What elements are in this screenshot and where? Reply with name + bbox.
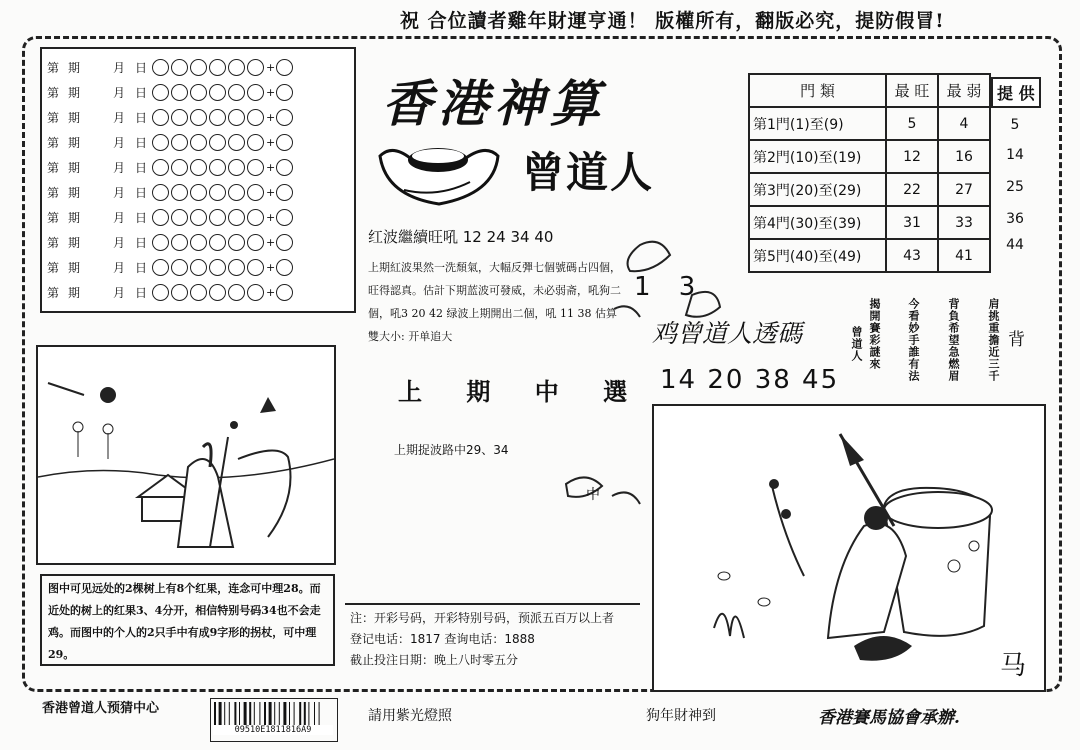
illustration-caption: 图中可见远处的2棵树上有8个红果，连念可中理28。而近处的树上的红果3、4分开，相信特别号码34也不会走鸡。而图中的个人的2只手中有成9字形的拐杖，可中理29。 bbox=[40, 574, 335, 666]
left-illustration bbox=[36, 345, 336, 565]
record-label: 第 bbox=[46, 85, 59, 100]
barcode-bar bbox=[254, 702, 255, 726]
table-row bbox=[749, 107, 990, 140]
record-row bbox=[42, 180, 352, 204]
number-circle[interactable] bbox=[247, 284, 264, 301]
right-illustration bbox=[652, 404, 1046, 692]
record-label: 第 bbox=[46, 110, 59, 125]
provide-value: 44 bbox=[1006, 237, 1024, 253]
record-label: 日 bbox=[134, 85, 147, 100]
title-block bbox=[372, 62, 717, 212]
last-hit-title: 上 期 中 選 bbox=[398, 377, 646, 406]
number-circle[interactable] bbox=[152, 234, 169, 251]
record-label: 日 bbox=[134, 135, 147, 150]
number-circle[interactable] bbox=[190, 109, 207, 126]
number-circle[interactable] bbox=[190, 159, 207, 176]
record-label: 期 bbox=[68, 235, 81, 250]
number-circle[interactable] bbox=[247, 84, 264, 101]
record-row bbox=[42, 80, 352, 104]
barcode-bar bbox=[239, 702, 240, 726]
special-number-circle[interactable] bbox=[276, 84, 293, 101]
number-circle[interactable] bbox=[209, 159, 226, 176]
record-label: 日 bbox=[134, 160, 147, 175]
record-label: 日 bbox=[134, 260, 147, 275]
barcode-bar bbox=[234, 702, 236, 726]
notes-block bbox=[350, 608, 614, 671]
record-row bbox=[42, 255, 352, 279]
special-number-circle[interactable] bbox=[276, 234, 293, 251]
record-label: 日 bbox=[134, 60, 147, 75]
record-label: 月 bbox=[112, 110, 125, 125]
number-circle[interactable] bbox=[152, 209, 169, 226]
number-circle[interactable] bbox=[190, 84, 207, 101]
door-table bbox=[748, 73, 991, 273]
table-header-min: 最 弱 bbox=[938, 74, 990, 107]
number-circle[interactable] bbox=[152, 84, 169, 101]
special-number-circle[interactable] bbox=[276, 159, 293, 176]
number-circle[interactable] bbox=[152, 259, 169, 276]
number-circle[interactable] bbox=[247, 259, 264, 276]
table-row bbox=[749, 206, 990, 239]
number-circle[interactable] bbox=[171, 209, 188, 226]
notes-rule bbox=[345, 603, 640, 605]
plus-sign: + bbox=[266, 85, 276, 99]
number-circle[interactable] bbox=[171, 259, 188, 276]
table-cell-max: 5 bbox=[886, 107, 938, 140]
table-cell-min: 41 bbox=[938, 239, 990, 272]
number-circle[interactable] bbox=[171, 59, 188, 76]
record-grid bbox=[40, 47, 356, 313]
boy-jar-illustration bbox=[654, 406, 1044, 690]
special-number-circle[interactable] bbox=[276, 59, 293, 76]
footer-association: 香港賽馬協會承辦. bbox=[818, 708, 960, 728]
number-circle[interactable] bbox=[247, 159, 264, 176]
number-circle[interactable] bbox=[190, 259, 207, 276]
record-label: 日 bbox=[134, 110, 147, 125]
prediction-headline: 红波繼續旺吼 12 24 34 40 bbox=[368, 228, 554, 246]
table-cell-min: 27 bbox=[938, 173, 990, 206]
number-circle[interactable] bbox=[209, 234, 226, 251]
plus-sign: + bbox=[266, 110, 276, 124]
table-cell-max: 12 bbox=[886, 140, 938, 173]
table-row bbox=[749, 239, 990, 272]
number-circle[interactable] bbox=[190, 59, 207, 76]
provide-value: 36 bbox=[1006, 211, 1024, 227]
record-label: 日 bbox=[134, 235, 147, 250]
number-circle[interactable] bbox=[209, 184, 226, 201]
plus-sign: + bbox=[266, 160, 276, 174]
record-label: 期 bbox=[68, 60, 81, 75]
record-label: 第 bbox=[46, 210, 59, 225]
bei-label: 背 bbox=[1008, 330, 1025, 350]
number-circle[interactable] bbox=[171, 134, 188, 151]
number-circle[interactable] bbox=[209, 134, 226, 151]
table-cell-label: 第3門(20)至(29) bbox=[749, 173, 886, 206]
number-circle[interactable] bbox=[152, 284, 169, 301]
record-label: 月 bbox=[112, 60, 125, 75]
number-circle[interactable] bbox=[152, 184, 169, 201]
barcode-bar bbox=[283, 702, 286, 726]
footer-year: 狗年財神到 bbox=[646, 708, 716, 724]
record-label: 期 bbox=[68, 260, 81, 275]
record-row bbox=[42, 105, 352, 129]
number-circle[interactable] bbox=[228, 259, 245, 276]
number-circle[interactable] bbox=[190, 234, 207, 251]
special-number-circle[interactable] bbox=[276, 109, 293, 126]
barcode-bar bbox=[259, 702, 260, 726]
number-circle[interactable] bbox=[171, 159, 188, 176]
number-circle[interactable] bbox=[171, 184, 188, 201]
table-cell-min: 16 bbox=[938, 140, 990, 173]
provide-value: 5 bbox=[1010, 117, 1020, 133]
record-label: 期 bbox=[68, 210, 81, 225]
barcode-bar bbox=[274, 702, 275, 726]
footer-uv-note: 請用紫光燈照 bbox=[368, 708, 452, 724]
record-label: 期 bbox=[68, 185, 81, 200]
last-wave-text: 上期捉波路中29、34 bbox=[394, 443, 509, 457]
plus-sign: + bbox=[266, 210, 276, 224]
number-circle[interactable] bbox=[228, 284, 245, 301]
sub-title: 曾道人 bbox=[522, 148, 655, 197]
record-row bbox=[42, 230, 352, 254]
table-cell-max: 43 bbox=[886, 239, 938, 272]
barcode-bar bbox=[279, 702, 280, 726]
number-circle[interactable] bbox=[152, 134, 169, 151]
barcode-bar bbox=[249, 702, 251, 726]
prediction-body: 上期紅波果然一洗頹氣，大幅反彈七個號碼占四個，旺得認真。估計下期蓝波可發威，未必弱斋，吼狗二個，吼3 20 42 绿波上期開出二個，吼 11 38 估算雙大小: 开单追大 bbox=[368, 261, 621, 343]
record-label: 期 bbox=[68, 135, 81, 150]
number-circle[interactable] bbox=[247, 134, 264, 151]
record-row bbox=[42, 205, 352, 229]
barcode-bar bbox=[264, 702, 266, 726]
table-cell-label: 第2門(10)至(19) bbox=[749, 140, 886, 173]
plus-sign: + bbox=[266, 60, 276, 74]
number-circle[interactable] bbox=[209, 259, 226, 276]
verse-line: 揭開賽彩謎來 bbox=[868, 298, 881, 370]
number-circle[interactable] bbox=[190, 209, 207, 226]
number-circle[interactable] bbox=[190, 184, 207, 201]
barcode-bar bbox=[229, 702, 230, 726]
record-label: 月 bbox=[112, 235, 125, 250]
old-man-illustration bbox=[38, 347, 334, 563]
number-circle[interactable] bbox=[247, 234, 264, 251]
number-circle[interactable] bbox=[190, 134, 207, 151]
barcode-bar bbox=[314, 702, 315, 726]
table-cell-max: 31 bbox=[886, 206, 938, 239]
number-circle[interactable] bbox=[247, 209, 264, 226]
number-circle[interactable] bbox=[209, 109, 226, 126]
table-row bbox=[749, 140, 990, 173]
barcode-bar bbox=[319, 702, 320, 726]
record-label: 第 bbox=[46, 160, 59, 175]
special-number-circle[interactable] bbox=[276, 284, 293, 301]
record-row bbox=[42, 55, 352, 79]
barcode-bar bbox=[308, 702, 309, 726]
number-circle[interactable] bbox=[171, 284, 188, 301]
verse-line: 肩挑重擔近三千 bbox=[987, 298, 1000, 382]
record-label: 日 bbox=[134, 285, 147, 300]
record-label: 月 bbox=[112, 85, 125, 100]
table-cell-label: 第1門(1)至(9) bbox=[749, 107, 886, 140]
number-circle[interactable] bbox=[228, 159, 245, 176]
record-row bbox=[42, 155, 352, 179]
record-label: 月 bbox=[112, 185, 125, 200]
number-circle[interactable] bbox=[152, 109, 169, 126]
record-label: 日 bbox=[134, 185, 147, 200]
number-circle[interactable] bbox=[209, 284, 226, 301]
number-circle[interactable] bbox=[171, 109, 188, 126]
number-circle[interactable] bbox=[228, 59, 245, 76]
number-circle[interactable] bbox=[171, 84, 188, 101]
barcode-bar bbox=[219, 702, 222, 726]
number-circle[interactable] bbox=[228, 134, 245, 151]
number-circle[interactable] bbox=[209, 59, 226, 76]
record-label: 月 bbox=[112, 160, 125, 175]
plus-sign: + bbox=[266, 135, 276, 149]
horse-label: 马 bbox=[1000, 651, 1027, 681]
record-label: 期 bbox=[68, 110, 81, 125]
barcode-bar bbox=[289, 702, 290, 726]
special-number-circle[interactable] bbox=[276, 134, 293, 151]
number-circle[interactable] bbox=[190, 284, 207, 301]
note-line: 截止投注日期：晚上八时零五分 bbox=[350, 653, 519, 667]
record-label: 月 bbox=[112, 260, 125, 275]
main-title: 香港神算 bbox=[382, 74, 606, 133]
plus-sign: + bbox=[266, 260, 276, 274]
barcode-bar bbox=[294, 702, 295, 726]
number-circle[interactable] bbox=[228, 109, 245, 126]
note-line: 登记电话：1817 查询电话：1888 bbox=[350, 632, 535, 646]
table-row bbox=[749, 173, 990, 206]
table-cell-min: 4 bbox=[938, 107, 990, 140]
number-circle[interactable] bbox=[228, 209, 245, 226]
special-number-circle[interactable] bbox=[276, 209, 293, 226]
number-circle[interactable] bbox=[209, 84, 226, 101]
verse-signature: 曾道人 bbox=[850, 326, 863, 362]
verse-line: 背負希望急燃眉 bbox=[947, 298, 960, 382]
number-circle[interactable] bbox=[228, 184, 245, 201]
record-label: 月 bbox=[112, 210, 125, 225]
barcode-bar bbox=[244, 702, 247, 726]
plus-sign: + bbox=[266, 185, 276, 199]
record-label: 期 bbox=[68, 160, 81, 175]
plus-sign: + bbox=[266, 285, 276, 299]
record-row bbox=[42, 280, 352, 304]
barcode-number: 09510E1811816A9 bbox=[213, 725, 333, 735]
zhong-doodle-icon bbox=[556, 456, 646, 516]
footer-center: 香港曾道人预猜中心 bbox=[42, 701, 160, 716]
number-circle[interactable] bbox=[247, 109, 264, 126]
barcode-bar bbox=[304, 702, 306, 726]
record-label: 第 bbox=[46, 285, 59, 300]
provide-value: 14 bbox=[1006, 147, 1024, 163]
record-label: 第 bbox=[46, 135, 59, 150]
tou-ma-numbers: 14 20 38 45 bbox=[660, 365, 840, 395]
table-cell-max: 22 bbox=[886, 173, 938, 206]
barcode-bar bbox=[214, 702, 216, 726]
barcode-bar bbox=[299, 702, 301, 726]
record-row bbox=[42, 130, 352, 154]
record-label: 第 bbox=[46, 60, 59, 75]
table-header-max: 最 旺 bbox=[886, 74, 938, 107]
header-slogan: 祝 合位讀者雞年財運亨通！ 版權所有，翻版必究，提防假冒! bbox=[400, 10, 945, 32]
note-line: 注：开彩号码，开彩特别号码，预派五百万以上者 bbox=[350, 611, 615, 625]
number-circle[interactable] bbox=[152, 159, 169, 176]
number-circle[interactable] bbox=[228, 84, 245, 101]
table-cell-label: 第5門(40)至(49) bbox=[749, 239, 886, 272]
provide-header: 提 供 bbox=[991, 77, 1041, 108]
zhong-label: 中 bbox=[586, 487, 600, 503]
record-label: 第 bbox=[46, 235, 59, 250]
record-label: 月 bbox=[112, 285, 125, 300]
record-label: 期 bbox=[68, 85, 81, 100]
table-header-category: 門 類 bbox=[749, 74, 886, 107]
record-label: 月 bbox=[112, 135, 125, 150]
barcode-bar bbox=[224, 702, 225, 726]
number-circle[interactable] bbox=[171, 234, 188, 251]
record-label: 第 bbox=[46, 260, 59, 275]
plus-sign: + bbox=[266, 235, 276, 249]
provide-value: 25 bbox=[1006, 179, 1024, 195]
table-cell-label: 第4門(30)至(39) bbox=[749, 206, 886, 239]
verse-line: 今看妙手誰有法 bbox=[907, 298, 920, 382]
barcode-icon bbox=[210, 698, 338, 742]
table-cell-min: 33 bbox=[938, 206, 990, 239]
number-circle[interactable] bbox=[247, 59, 264, 76]
number-circle[interactable] bbox=[152, 59, 169, 76]
tou-ma-label: 鸡曾道人透碼 bbox=[652, 319, 803, 348]
record-label: 第 bbox=[46, 185, 59, 200]
gold-ingot-icon bbox=[374, 138, 504, 208]
number-circle[interactable] bbox=[228, 234, 245, 251]
barcode-bar bbox=[269, 702, 272, 726]
record-label: 日 bbox=[134, 210, 147, 225]
special-number-circle[interactable] bbox=[276, 259, 293, 276]
doodle-number: 1 3 bbox=[634, 272, 706, 302]
record-label: 期 bbox=[68, 285, 81, 300]
number-circle[interactable] bbox=[247, 184, 264, 201]
special-number-circle[interactable] bbox=[276, 184, 293, 201]
number-circle[interactable] bbox=[209, 209, 226, 226]
